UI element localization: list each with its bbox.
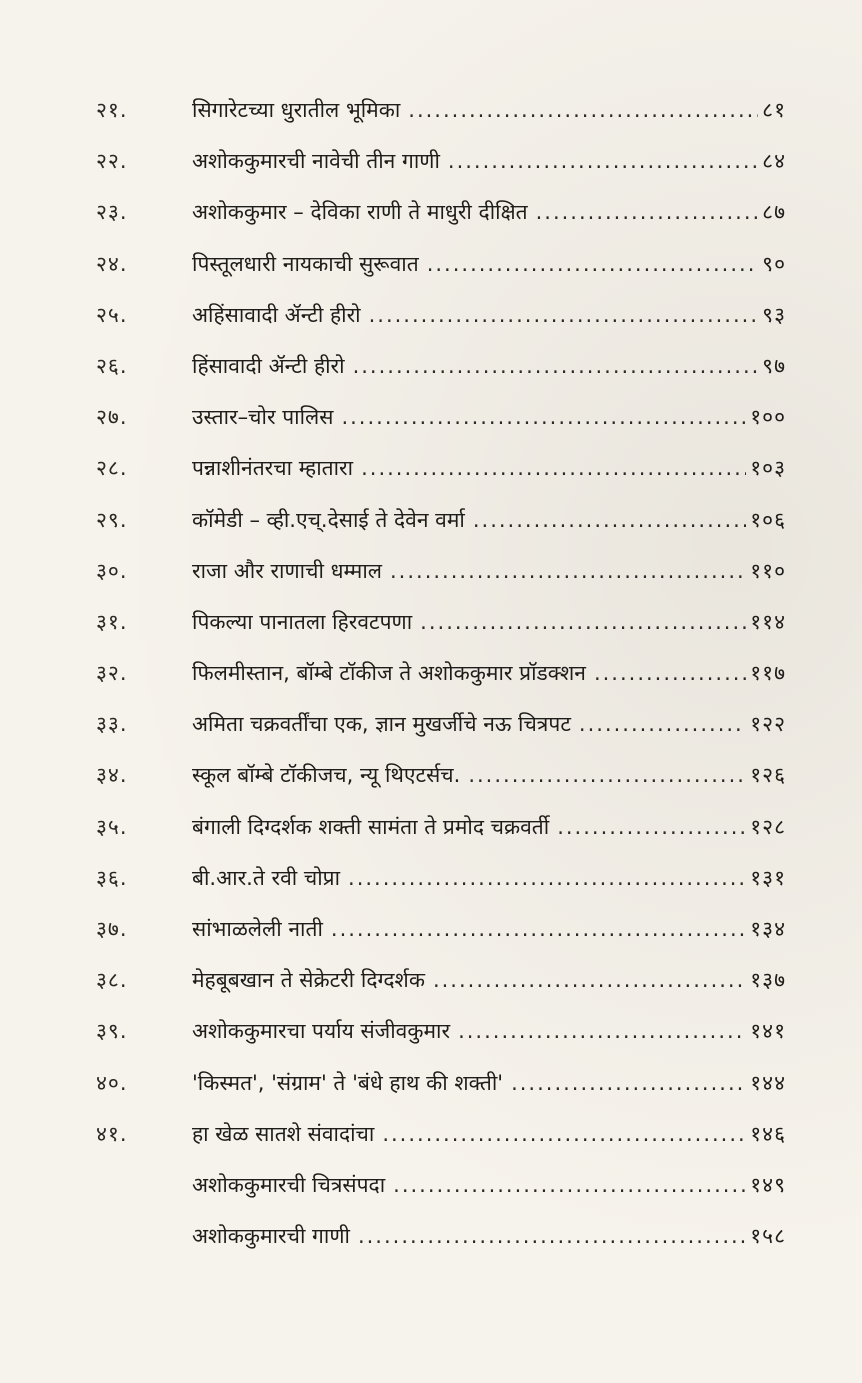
toc-entry-title: बंगाली दिग्दर्शक शक्ती सामंता ते प्रमोद चक्रवर्ती	[192, 814, 550, 839]
toc-entry-number: २४.	[96, 251, 128, 276]
toc-entry-title: हा खेळ सातशे संवादांचा	[192, 1121, 375, 1146]
toc-entry-title: अशोककुमारची चित्रसंपदा	[192, 1172, 386, 1197]
toc-entry	[96, 813, 786, 864]
toc-entry	[96, 198, 786, 249]
toc-entry-page: १५८	[750, 1224, 786, 1249]
toc-entry-title: 'किस्मत', 'संग्राम' ते 'बंधे हाथ की शक्ती'	[192, 1070, 504, 1095]
toc-entry-page: १२८	[750, 814, 786, 839]
dot-leader	[331, 917, 746, 941]
dot-leader	[536, 200, 759, 224]
toc-entry	[96, 301, 786, 352]
toc-entry-number: २३.	[96, 200, 128, 225]
toc-entry-page: ११४	[750, 609, 786, 634]
toc-entry-number: ३५.	[96, 814, 128, 839]
toc-entry-title: उस्तार–चोर पालिस	[192, 405, 334, 430]
toc-entry	[96, 454, 786, 505]
toc-entry-page: १४४	[750, 1070, 786, 1095]
dot-leader	[458, 1019, 746, 1043]
toc-entry-title: हिंसावादी ॲन्टी हीरो	[192, 353, 345, 378]
toc-entry	[96, 659, 786, 710]
toc-entry-title: पन्नाशीनंतरचा म्हातारा	[192, 456, 354, 481]
toc-entry	[96, 1017, 786, 1068]
toc-entry	[96, 506, 786, 557]
toc-entry-title: अशोककुमार – देविका राणी ते माधुरी दीक्षित	[192, 200, 528, 225]
toc-entry-page: ११०	[750, 558, 786, 583]
dot-leader	[393, 1173, 746, 1197]
dot-leader	[427, 252, 758, 276]
toc-entry-title: अशोककुमारची गाणी	[192, 1224, 350, 1249]
toc-entry-title: सिगारेटच्या धुरातील भूमिका	[192, 98, 401, 122]
toc-entry-page: १३७	[750, 968, 786, 993]
dot-leader	[358, 1224, 746, 1248]
toc-entry	[96, 761, 786, 812]
table-of-contents	[96, 96, 786, 1273]
dot-leader	[390, 559, 746, 583]
toc-entry-page: १४१	[750, 1019, 786, 1044]
toc-entry-number: २७.	[96, 405, 128, 430]
toc-entry	[96, 608, 786, 659]
toc-entry	[96, 1120, 786, 1171]
dot-leader	[433, 968, 746, 992]
dot-leader	[382, 1122, 746, 1146]
toc-entry-page: ८७	[762, 200, 786, 225]
dot-leader	[361, 456, 746, 480]
toc-entry-number: २९.	[96, 507, 128, 532]
toc-entry-page: ११७	[750, 661, 786, 686]
toc-entry-page: ८१	[762, 98, 786, 122]
toc-entry-title: मेहबूबखान ते सेक्रेटरी दिग्दर्शक	[192, 968, 425, 993]
toc-entry-page: १३१	[750, 865, 786, 890]
toc-entry-number: २८.	[96, 456, 128, 481]
dot-leader	[408, 98, 758, 122]
toc-entry	[96, 1069, 786, 1120]
dot-leader	[448, 149, 758, 173]
toc-entry-page: १३४	[750, 917, 786, 941]
toc-entry-page: १४६	[750, 1121, 786, 1146]
toc-entry-title: अमिता चक्रवर्तींचा एक, ज्ञान मुखर्जीचे नऊ चित्रपट	[192, 712, 571, 737]
toc-entry	[96, 403, 786, 454]
dot-leader	[353, 354, 759, 378]
dot-leader	[341, 405, 746, 429]
toc-entry	[96, 557, 786, 608]
toc-entry	[96, 96, 786, 147]
dot-leader	[511, 1071, 746, 1095]
dot-leader	[594, 661, 746, 685]
toc-entry-number: २१.	[96, 98, 128, 122]
dot-leader	[557, 815, 746, 839]
toc-entry-title: पिस्तूलधारी नायकाची सुरूवात	[192, 251, 419, 276]
toc-entry	[96, 147, 786, 198]
toc-entry-number: ४१.	[96, 1121, 128, 1146]
toc-entry-number: ३३.	[96, 712, 128, 737]
toc-entry	[96, 915, 786, 966]
dot-leader	[579, 712, 746, 736]
toc-entry-number: २५.	[96, 302, 128, 327]
toc-entry-number: ३८.	[96, 968, 128, 993]
toc-entry-title: पिकल्या पानातला हिरवटपणा	[192, 609, 413, 634]
toc-entry-title: फिलमीस्तान, बॉम्बे टॉकीज ते अशोककुमार प्रॉडक्शन	[192, 661, 586, 686]
toc-entry	[96, 1171, 786, 1222]
toc-entry-number: ३७.	[96, 917, 128, 941]
toc-entry-page: १०३	[750, 456, 786, 481]
toc-entry-page: ८४	[762, 149, 786, 174]
toc-entry	[96, 864, 786, 915]
toc-entry	[96, 250, 786, 301]
dot-leader	[468, 763, 746, 787]
toc-entry-number: ३०.	[96, 558, 128, 583]
toc-entry	[96, 1222, 786, 1273]
toc-entry-page: १००	[750, 405, 786, 430]
toc-entry-number: २६.	[96, 353, 128, 378]
toc-entry-page: १२२	[750, 712, 786, 737]
toc-entry-page: ९०	[762, 251, 786, 276]
dot-leader	[420, 610, 746, 634]
toc-entry	[96, 352, 786, 403]
toc-entry-number: २२.	[96, 149, 128, 174]
toc-entry-title: कॉमेडी – व्ही.एच्.देसाई ते देवेन वर्मा	[192, 507, 465, 532]
toc-entry-page: १०६	[750, 507, 786, 532]
toc-entry-page: ९७	[762, 353, 786, 378]
toc-entry-number: ३४.	[96, 763, 128, 788]
toc-entry-title: अहिंसावादी ॲन्टी हीरो	[192, 302, 361, 327]
dot-leader	[369, 303, 759, 327]
dot-leader	[348, 866, 746, 890]
toc-entry	[96, 966, 786, 1017]
toc-entry-title: अशोककुमारचा पर्याय संजीवकुमार	[192, 1019, 451, 1044]
toc-entry-title: राजा और राणाची धम्माल	[192, 558, 382, 583]
toc-entry	[96, 710, 786, 761]
toc-entry-title: अशोककुमारची नावेची तीन गाणी	[192, 149, 440, 174]
toc-entry-title: बी.आर.ते रवी चोप्रा	[192, 865, 341, 890]
toc-entry-page: ९३	[762, 302, 786, 327]
toc-entry-page: १२६	[750, 763, 786, 788]
toc-entry-number: ३९.	[96, 1019, 128, 1044]
toc-entry-title: सांभाळलेली नाती	[192, 917, 323, 941]
toc-entry-number: ३२.	[96, 661, 128, 686]
toc-entry-page: १४९	[750, 1172, 786, 1197]
dot-leader	[473, 508, 746, 532]
toc-entry-number: ३१.	[96, 609, 128, 634]
toc-entry-number: ३६.	[96, 865, 128, 890]
toc-entry-title: स्कूल बॉम्बे टॉकीजच, न्यू थिएटर्सच.	[192, 763, 461, 788]
toc-entry-number: ४०.	[96, 1070, 128, 1095]
